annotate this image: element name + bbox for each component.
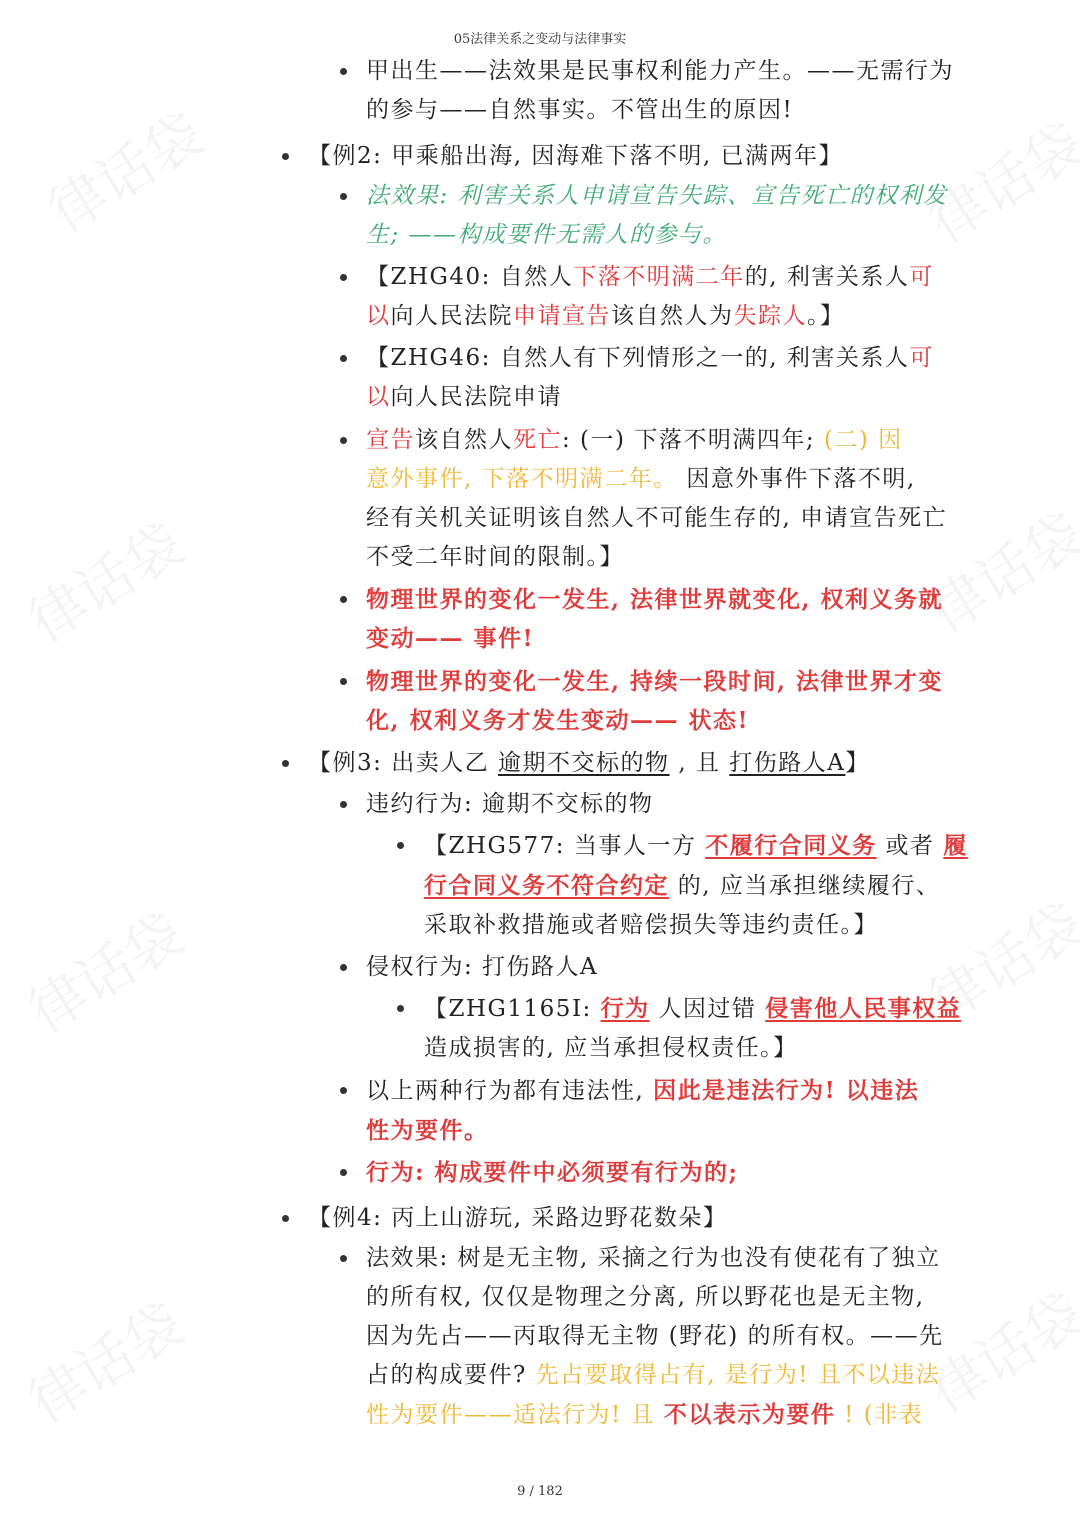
text-span: 【ZHG577: 当事人一方	[424, 833, 706, 859]
underlined-highlight: 不履行合同义务	[705, 832, 877, 859]
text-span: 的, 应当承担继续履行、	[669, 873, 941, 899]
list-item	[366, 421, 947, 577]
text-line	[366, 378, 934, 417]
underlined-text: 打伤路人A	[729, 750, 846, 776]
bullet	[340, 355, 347, 362]
text-span: : (一) 下落不明满四年;	[562, 427, 824, 453]
bullet	[282, 1215, 289, 1222]
text-line: 【例4: 丙上山游玩, 采路边野花数朵】	[308, 1205, 728, 1231]
underlined-highlight: 行合同义务不符合约定	[424, 872, 669, 899]
text-span: 该自然人	[415, 427, 513, 453]
example-heading	[308, 744, 870, 783]
text-span: 向人民法院申请	[390, 384, 562, 410]
text-span: 】	[845, 750, 870, 776]
list-item	[366, 258, 934, 336]
text-line	[366, 460, 947, 499]
text-line	[366, 339, 934, 378]
text-line: 的参与——自然事实。不管出生的原因!	[366, 97, 794, 123]
text-line: 侵权行为: 打伤路人A	[366, 954, 599, 980]
highlight: !	[835, 1402, 864, 1428]
bullet	[340, 801, 347, 808]
highlight: 不以表示为要件	[663, 1401, 836, 1428]
highlight: 可	[909, 264, 934, 290]
highlight: 性为要件——适法行为! 且	[366, 1402, 664, 1428]
bullet	[340, 1087, 347, 1094]
text-line	[366, 1395, 944, 1435]
bullet	[340, 193, 347, 200]
underlined-highlight: 行为	[600, 995, 650, 1022]
text-line: 经有关机关证明该自然人不可能生存的, 申请宣告死亡	[366, 505, 948, 531]
bullet	[282, 153, 289, 160]
list-item	[366, 785, 654, 824]
highlight: 以	[366, 384, 391, 410]
text-line: 不受二年时间的限制。】	[366, 544, 624, 570]
bullet	[397, 842, 404, 849]
text-line	[366, 1356, 944, 1395]
text-line: 物理世界的变化一发生, 持续一段时间, 法律世界才变	[366, 668, 944, 695]
text-line	[366, 421, 947, 460]
text-line: 违约行为: 逾期不交标的物	[366, 791, 654, 817]
highlight: 死亡	[513, 427, 562, 453]
list-item	[366, 177, 948, 255]
page-header: 05法律关系之变动与法律事实	[453, 32, 627, 47]
text-line: 化, 权利义务才发生变动—— 状态!	[366, 707, 750, 734]
text-span: 向人民法院	[390, 303, 513, 329]
bullet	[340, 68, 347, 75]
text-span: 或者	[876, 833, 944, 859]
list-item	[366, 1153, 739, 1192]
text-line	[424, 866, 968, 906]
text-span: 人因过错	[649, 996, 766, 1022]
highlight: (二) 因	[823, 427, 903, 453]
text-span: 以上两种行为都有违法性,	[366, 1078, 654, 1104]
text-line: 物理世界的变化一发生, 法律世界就变化, 权利义务就	[366, 586, 944, 613]
text-line: 因为先占——丙取得无主物 (野花) 的所有权。——先	[366, 1323, 944, 1349]
list-item	[366, 339, 934, 417]
text-line: 行为: 构成要件中必须要有行为的;	[366, 1159, 739, 1186]
list-item	[366, 580, 943, 658]
text-line: 法效果: 利害关系人申请宣告失踪、宣告死亡的权利发	[366, 183, 948, 209]
underlined-highlight: 履	[943, 832, 968, 859]
bullet	[340, 596, 347, 603]
highlight: (非表	[863, 1402, 924, 1428]
text-line: 变动—— 事件!	[366, 625, 535, 652]
highlight: 申请宣告	[513, 303, 611, 329]
bullet	[340, 1169, 347, 1176]
bullet	[340, 964, 347, 971]
text-span: , 且	[669, 750, 730, 776]
text-line	[424, 826, 968, 866]
text-line	[424, 989, 961, 1029]
text-line: 性为要件。	[366, 1117, 489, 1144]
text-span: 。】	[807, 303, 845, 329]
highlight: 可	[909, 345, 934, 371]
text-span: 【ZHG1165I:	[424, 996, 601, 1022]
text-line: 的所有权, 仅仅是物理之分离, 所以野花也是无主物,	[366, 1284, 925, 1310]
text-line: 采取补救措施或者赔偿损失等违约责任。】	[424, 912, 878, 938]
highlight: 下落不明满二年	[573, 264, 745, 290]
text-span: 占的构成要件?	[366, 1362, 536, 1388]
watermark	[12, 892, 197, 1049]
bullet	[397, 1005, 404, 1012]
text-line: 甲出生——法效果是民事权利能力产生。——无需行为	[366, 58, 954, 84]
text-span: 的, 利害关系人	[744, 264, 910, 290]
underlined-text: 逾期不交标的物	[498, 750, 670, 776]
text-span: 该自然人为	[611, 303, 734, 329]
highlight: 失踪人	[733, 303, 807, 329]
watermark	[12, 1282, 197, 1439]
list-item	[424, 989, 961, 1068]
text-line	[366, 1071, 919, 1111]
example-heading	[308, 1199, 727, 1238]
text-span: 【ZHG46: 自然人有下列情形之一的, 利害关系人	[366, 345, 910, 371]
bullet	[340, 437, 347, 444]
text-line	[308, 744, 870, 783]
text-line: 【例2: 甲乘船出海, 因海难下落不明, 已满两年】	[308, 143, 843, 169]
highlight: 宣告	[366, 427, 415, 453]
text-line: 生; ——构成要件无需人的参与。	[366, 222, 728, 248]
highlight: 先占要取得占有, 是行为! 且不以违法	[535, 1362, 941, 1388]
bullet	[282, 760, 289, 767]
watermark	[12, 502, 197, 659]
text-line	[366, 297, 934, 336]
text-line	[366, 258, 934, 297]
example-heading	[308, 137, 843, 176]
text-span: 因意外事件下落不明,	[677, 466, 916, 492]
text-span: 【例3: 出卖人乙	[308, 750, 499, 776]
list-item	[366, 662, 943, 740]
underlined-highlight: 侵害他人民事权益	[765, 995, 962, 1022]
bullet	[340, 274, 347, 281]
list-item	[366, 1239, 944, 1435]
bullet	[340, 678, 347, 685]
highlight: 以	[366, 303, 391, 329]
highlight: 意外事件, 下落不明满二年。	[366, 466, 678, 492]
text-line: 造成损害的, 应当承担侵权责任。】	[424, 1035, 798, 1061]
highlight: 因此是违法行为! 以违法	[653, 1077, 920, 1104]
list-item	[366, 52, 954, 130]
list-item	[366, 948, 598, 987]
text-span: 【ZHG40: 自然人	[366, 264, 574, 290]
watermark	[32, 92, 217, 249]
page-number: 9 / 182	[517, 1484, 563, 1499]
list-item	[424, 826, 968, 945]
list-item	[366, 1071, 919, 1150]
text-line: 法效果: 树是无主物, 采摘之行为也没有使花有了独立	[366, 1245, 941, 1271]
bullet	[340, 1255, 347, 1262]
